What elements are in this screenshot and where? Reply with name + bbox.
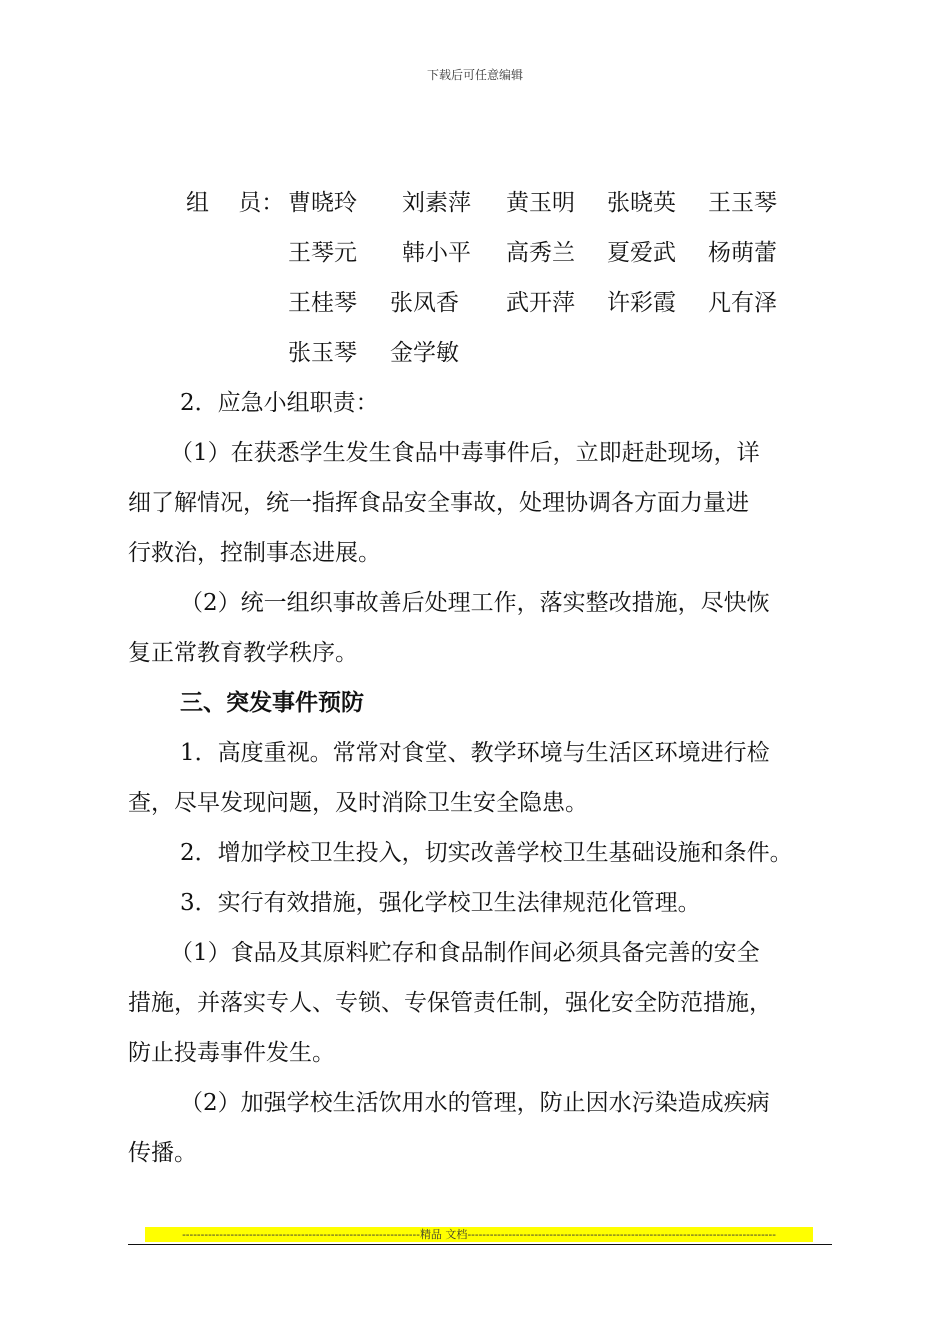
section-heading: 三、突发事件预防 — [180, 689, 364, 716]
member-name: 韩小平 — [402, 240, 471, 266]
paragraph-line: （2）加强学校生活饮用水的管理，防止因水污染造成疾病 — [180, 1090, 770, 1116]
paragraph-line: 防止投毒事件发生。 — [128, 1040, 335, 1066]
member-name: 曹晓玲 — [288, 190, 357, 216]
paragraph-line: 3．实行有效措施，强化学校卫生法律规范化管理。 — [180, 890, 701, 916]
member-name: 刘素萍 — [402, 190, 471, 216]
member-name: 夏爱武 — [607, 240, 676, 266]
paragraph-line: 复正常教育教学秩序。 — [128, 640, 358, 666]
members-label: 组 员： — [186, 190, 285, 216]
member-name: 金学敏 — [390, 340, 459, 366]
member-name: 王玉琴 — [708, 190, 777, 216]
member-name: 张晓英 — [607, 190, 676, 216]
paragraph-line: 1．高度重视。常常对食堂、教学环境与生活区环境进行检 — [180, 740, 770, 766]
member-name: 张凤香 — [390, 290, 459, 316]
paragraph-line: 措施，并落实专人、专锁、专保管责任制，强化安全防范措施， — [128, 990, 772, 1016]
page-header: 下载后可任意编辑 — [426, 68, 523, 82]
paragraph-line: （1）在获悉学生发生食品中毒事件后，立即赶赴现场，详 — [170, 440, 760, 466]
member-name: 张玉琴 — [288, 340, 357, 366]
footer-text: 精品 文档 — [419, 1228, 468, 1241]
member-name: 黄玉明 — [506, 190, 575, 216]
member-name: 凡有泽 — [708, 290, 777, 316]
paragraph-line: （1）食品及其原料贮存和食品制作间必须具备完善的安全 — [170, 940, 760, 966]
paragraph-line: 行救治，控制事态进展。 — [128, 540, 381, 566]
footer-divider — [128, 1244, 832, 1245]
paragraph-line: 传播。 — [128, 1140, 197, 1166]
member-name: 王琴元 — [288, 240, 357, 266]
footer-dashes: ---------------------------------------------------------------- — [182, 1228, 420, 1241]
paragraph-line: 查，尽早发现问题，及时消除卫生安全隐患。 — [128, 790, 588, 816]
footer-dashes: ----------------------------------------------------------------------------------- — [467, 1228, 776, 1241]
member-name: 杨萌蕾 — [708, 240, 777, 266]
member-name: 高秀兰 — [506, 240, 575, 266]
member-name: 王桂琴 — [288, 290, 357, 316]
paragraph-line: 2．增加学校卫生投入，切实改善学校卫生基础设施和条件。 — [180, 840, 793, 866]
footer-banner — [145, 1227, 813, 1242]
paragraph-line: （2）统一组织事故善后处理工作，落实整改措施，尽快恢 — [180, 590, 770, 616]
paragraph-line: 2．应急小组职责： — [180, 390, 379, 416]
member-name: 许彩霞 — [607, 290, 676, 316]
member-name: 武开萍 — [506, 290, 575, 316]
paragraph-line: 细了解情况，统一指挥食品安全事故，处理协调各方面力量进 — [128, 490, 749, 516]
